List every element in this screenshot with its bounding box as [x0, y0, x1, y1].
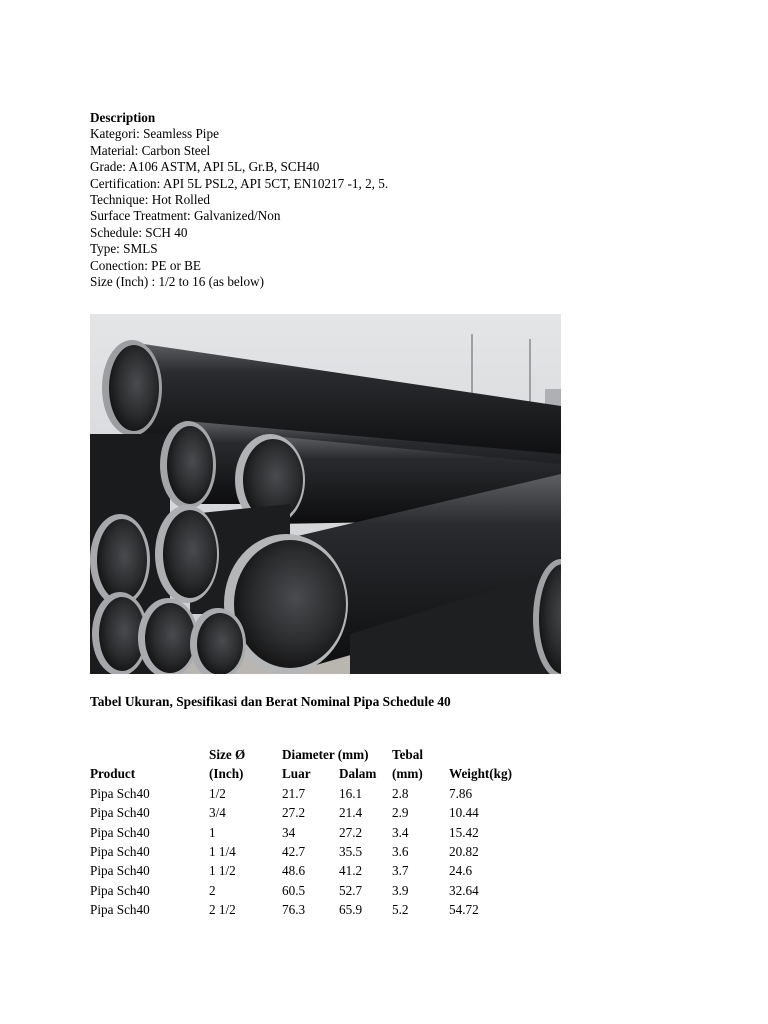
table-header-row-1 [90, 745, 529, 764]
header-mm: (mm) [392, 766, 423, 782]
header-dalam: Dalam [339, 766, 377, 782]
steel-pipes-illustration [90, 314, 561, 674]
cell-size: 3/4 [209, 805, 226, 821]
cell-diameter-dalam: 41.2 [339, 863, 363, 879]
cell-weight: 32.64 [449, 882, 479, 898]
table-title: Tabel Ukuran, Spesifikasi dan Berat Nominal Pipa Schedule 40 [90, 694, 451, 709]
table-row [90, 803, 529, 822]
spec-line-material: Material: Carbon Steel [90, 142, 211, 158]
spec-line-connection: Conection: PE or BE [90, 257, 201, 273]
header-blank-2 [449, 745, 529, 764]
header-diameter: Diameter (mm) [282, 747, 369, 762]
cell-diameter-dalam: 16.1 [339, 785, 363, 801]
spec-line-technique: Technique: Hot Rolled [90, 192, 210, 208]
spec-line-kategori: Kategori: Seamless Pipe [90, 126, 219, 142]
cell-diameter-dalam: 27.2 [339, 824, 363, 840]
description-section [90, 110, 388, 290]
cell-product: Pipa Sch40 [90, 805, 150, 821]
cell-diameter-luar: 60.5 [282, 882, 306, 898]
cell-diameter-dalam: 21.4 [339, 805, 363, 821]
cell-weight: 54.72 [449, 902, 479, 918]
spec-line-schedule: Schedule: SCH 40 [90, 224, 188, 240]
cell-diameter-luar: 27.2 [282, 805, 306, 821]
cell-weight: 24.6 [449, 863, 473, 879]
cell-tebal: 3.6 [392, 844, 409, 860]
cell-product: Pipa Sch40 [90, 902, 150, 918]
cell-weight: 7.86 [449, 785, 473, 801]
table-row [90, 900, 529, 919]
header-inch: (Inch) [209, 766, 244, 782]
header-weight: Weight(kg) [449, 766, 513, 782]
cell-product: Pipa Sch40 [90, 863, 150, 879]
cell-size: 1 1/4 [209, 844, 236, 860]
cell-weight: 15.42 [449, 824, 479, 840]
steel-pipes-photo [90, 314, 561, 674]
cell-weight: 20.82 [449, 844, 479, 860]
header-tebal: Tebal [392, 747, 424, 762]
spec-line-certification: Certification: API 5L PSL2, API 5CT, EN10217 -1, 2, 5. [90, 175, 389, 191]
cell-tebal: 5.2 [392, 902, 409, 918]
cell-diameter-dalam: 52.7 [339, 882, 363, 898]
table-row [90, 823, 529, 842]
cell-diameter-luar: 21.7 [282, 785, 306, 801]
cell-diameter-dalam: 65.9 [339, 902, 363, 918]
cell-tebal: 3.7 [392, 863, 409, 879]
description-heading: Description [90, 110, 156, 125]
header-size: Size Ø [209, 747, 246, 762]
cell-size: 1/2 [209, 785, 226, 801]
cell-product: Pipa Sch40 [90, 882, 150, 898]
cell-tebal: 2.8 [392, 785, 409, 801]
spec-line-surface-treatment: Surface Treatment: Galvanized/Non [90, 208, 281, 224]
header-product: Product [90, 766, 136, 782]
table-body [90, 784, 529, 920]
cell-diameter-dalam: 35.5 [339, 844, 363, 860]
header-blank [90, 745, 209, 764]
cell-product: Pipa Sch40 [90, 824, 150, 840]
table-row [90, 881, 529, 900]
table-header-row-2 [90, 764, 529, 783]
table-row [90, 784, 529, 803]
cell-weight: 10.44 [449, 805, 479, 821]
table-row [90, 861, 529, 880]
cell-size: 1 [209, 824, 216, 840]
cell-tebal: 2.9 [392, 805, 409, 821]
cell-diameter-luar: 48.6 [282, 863, 306, 879]
cell-tebal: 3.4 [392, 824, 409, 840]
header-luar: Luar [282, 766, 311, 782]
table-row [90, 842, 529, 861]
cell-tebal: 3.9 [392, 882, 409, 898]
spec-line-type: Type: SMLS [90, 241, 158, 257]
pipe-spec-table [90, 745, 529, 920]
cell-size: 1 1/2 [209, 863, 236, 879]
cell-diameter-luar: 76.3 [282, 902, 306, 918]
cell-size: 2 1/2 [209, 902, 236, 918]
cell-size: 2 [209, 882, 216, 898]
cell-diameter-luar: 42.7 [282, 844, 306, 860]
cell-diameter-luar: 34 [282, 824, 296, 840]
cell-product: Pipa Sch40 [90, 785, 150, 801]
cell-product: Pipa Sch40 [90, 844, 150, 860]
spec-line-grade: Grade: A106 ASTM, API 5L, Gr.B, SCH40 [90, 159, 320, 175]
spec-line-size: Size (Inch) : 1/2 to 16 (as below) [90, 274, 264, 290]
